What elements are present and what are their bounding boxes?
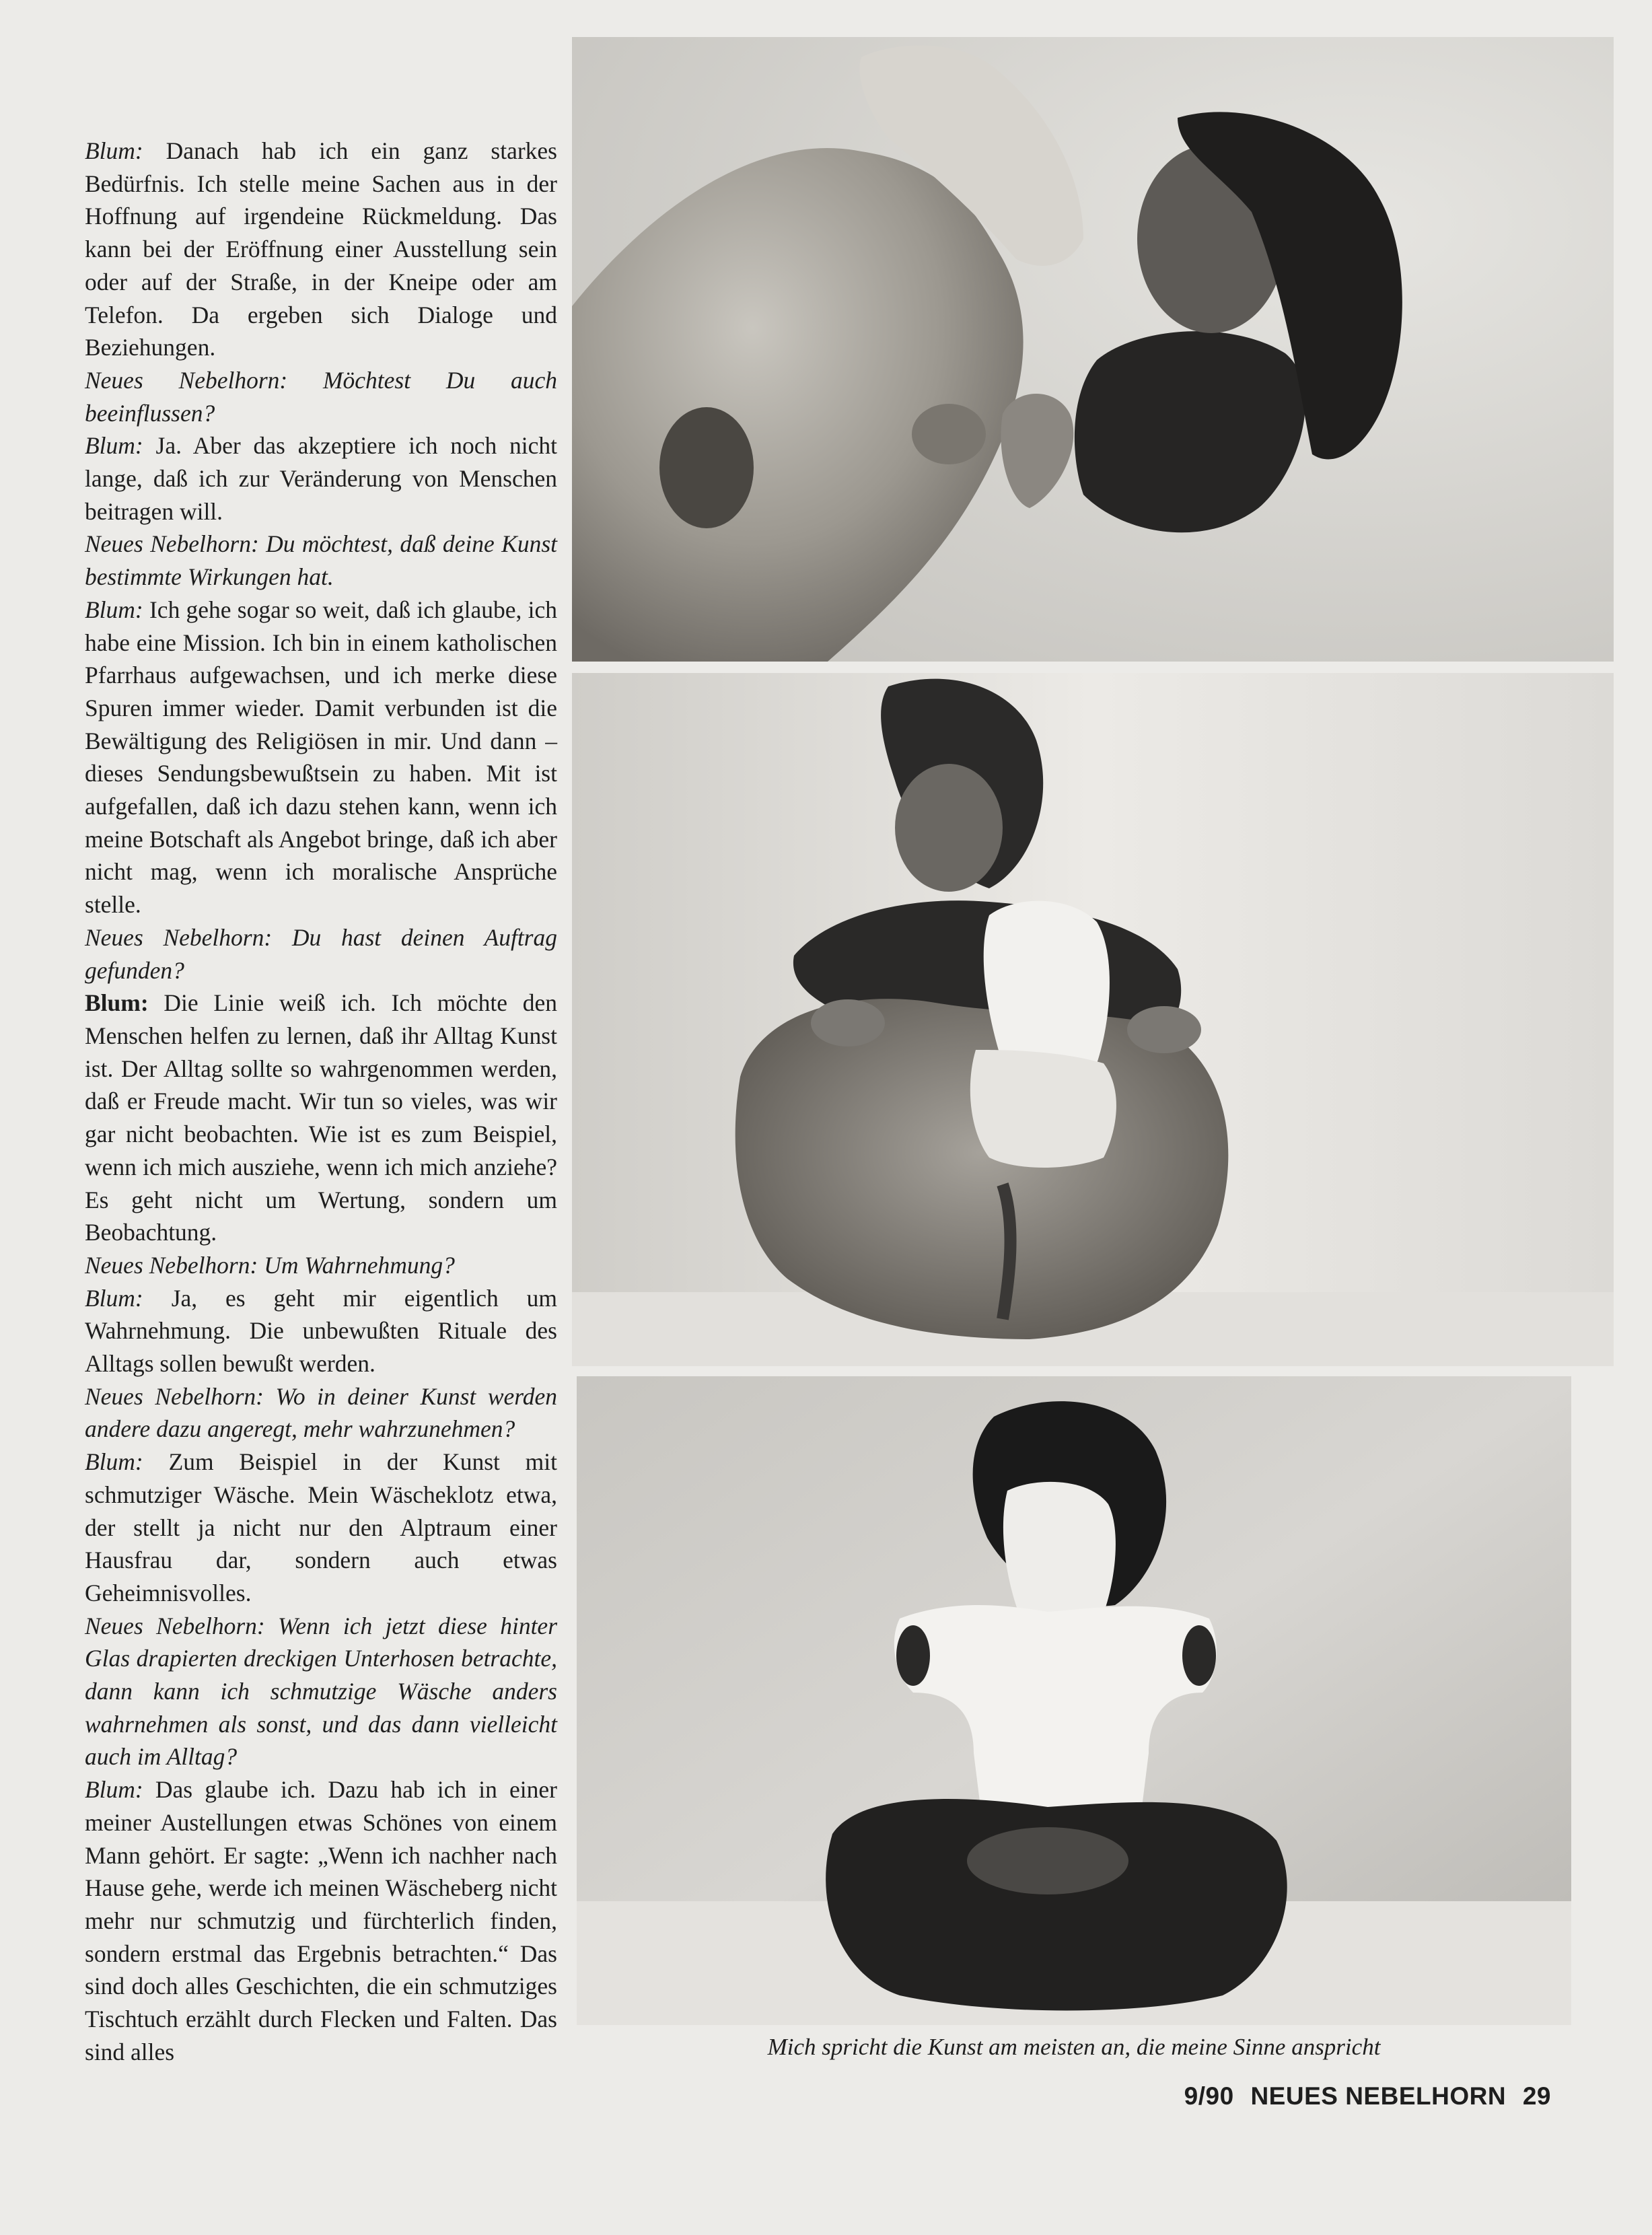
interview-paragraph bbox=[85, 1610, 557, 1774]
question-text: Wo in deiner Kunst werden andere dazu angeregt, mehr wahrzunehmen? bbox=[85, 1382, 558, 1443]
speaker-label: Neues Nebelhorn: bbox=[85, 1382, 264, 1410]
speaker-label: Neues Nebelhorn: bbox=[85, 366, 288, 394]
photo-1-drawing bbox=[572, 37, 1614, 662]
question-text: Wenn ich jetzt diese hinter Glas drapierten dreckigen Unterhosen betrachte, dann kann ich schmutzige Wäsche anders wahrnehmen als sonst, und das dann vielleicht auch im Alltag? bbox=[85, 1612, 558, 1771]
interview-paragraph bbox=[85, 135, 557, 364]
interview-paragraph bbox=[85, 364, 557, 429]
interview-paragraph bbox=[85, 1380, 557, 1446]
speaker-label: Neues Nebelhorn: bbox=[85, 923, 273, 951]
interview-paragraph bbox=[85, 1249, 557, 1282]
interview-paragraph bbox=[85, 429, 557, 528]
interview-paragraph bbox=[85, 987, 557, 1249]
answer-text: Das glaube ich. Dazu hab ich in einer meiner Austellungen etwas Schönes von einem Mann gehört. Er sagte: „Wenn ich nachher nach Hause gehe, werde ich meinen Wäscheberg nicht mehr nur schmutzig und fürchterlich finden, sondern erstmal das Ergebnis betrachten.“ Das sind doch alles Geschichten, die ein schmutziges Tischtuch erzählt durch Flecken und Falten. Das sind alles bbox=[85, 1776, 558, 2065]
photo-caption: Mich spricht die Kunst am meisten an, die meine Sinne anspricht bbox=[767, 2034, 1381, 2060]
magazine-name: NEUES NEBELHORN bbox=[1250, 2082, 1507, 2110]
speaker-label: Blum: bbox=[85, 137, 143, 164]
question-text: Möchtest Du auch beeinflussen? bbox=[85, 366, 557, 427]
answer-text: Die Linie weiß ich. Ich möchte den Menschen helfen zu lernen, daß ihr Alltag Kunst ist. Der Alltag sollte so wahrgenommen werden, daß er Freude macht. Wir tun so vieles, was wir gar nicht beobachten. Wie ist es zum Beispiel, wenn ich mich ausziehe, wenn ich mich anziehe? Es geht nicht um Wertung, sondern um Beobachtung. bbox=[85, 989, 557, 1246]
interview-paragraph bbox=[85, 1773, 557, 2068]
speaker-label: Neues Nebelhorn: bbox=[85, 1612, 265, 1639]
answer-text: Ich gehe sogar so weit, daß ich glaube, ich habe eine Mission. Ich bin in einem katholischen Pfarrhaus aufgewachsen, und ich merke diese Spuren immer wieder. Damit verbunden ist die Bewältigung des Religiösen in mir. Und dann – dieses Sendungsbewußtsein zu haben. Mit ist aufgefallen, daß ich dazu stehen kann, wenn ich meine Botschaft als Angebot bringe, daß ich aber nicht mag, wenn ich moralische Ansprüche stelle. bbox=[85, 596, 557, 919]
photo-2-drawing bbox=[572, 673, 1614, 1366]
speaker-label: Blum: bbox=[85, 596, 143, 623]
answer-text: Zum Beispiel in der Kunst mit schmutziger Wäsche. Mein Wäscheklotz etwa, der stellt ja nicht nur den Alptraum einer Hausfrau dar, sondern auch etwas Geheimnisvolles. bbox=[85, 1448, 557, 1606]
interview-column bbox=[85, 135, 557, 2068]
speaker-label: Neues Nebelhorn: bbox=[85, 530, 259, 558]
interview-paragraph bbox=[85, 1282, 557, 1380]
photo-woman-with-sculpture bbox=[572, 37, 1614, 662]
question-text: Du hast deinen Auftrag gefunden? bbox=[85, 923, 557, 984]
interview-paragraph bbox=[85, 921, 557, 987]
page-footer bbox=[1184, 2082, 1551, 2110]
answer-text: Ja, es geht mir eigentlich um Wahrnehmung. Die unbewußten Rituale des Alltags sollen bewußt werden. bbox=[85, 1284, 558, 1378]
photo-3-drawing bbox=[577, 1376, 1571, 2025]
answer-text: Ja. Aber das akzeptiere ich noch nicht lange, daß ich zur Veränderung von Menschen beitragen will. bbox=[85, 432, 558, 525]
interview-paragraph bbox=[85, 528, 557, 593]
question-text: Du möchtest, daß deine Kunst bestimmte Wirkungen hat. bbox=[85, 530, 558, 591]
interview-paragraph bbox=[85, 594, 557, 921]
photo-mannequin-on-laundry bbox=[577, 1376, 1571, 2025]
interview-paragraph bbox=[85, 1446, 557, 1610]
speaker-label: Blum: bbox=[85, 1448, 143, 1476]
answer-text: Danach hab ich ein ganz starkes Bedürfnis. Ich stelle meine Sachen aus in der Hoffnung auf irgendeine Rückmeldung. Das kann bei der Eröffnung einer Ausstellung sein oder auf der Straße, in der Kneipe oder am Telefon. Da ergeben sich Dialoge und Beziehungen. bbox=[85, 137, 557, 361]
speaker-label: Blum: bbox=[85, 1776, 143, 1804]
speaker-label: Blum: bbox=[85, 989, 149, 1017]
issue-number: 9/90 bbox=[1184, 2082, 1234, 2110]
speaker-label: Blum: bbox=[85, 1284, 143, 1312]
question-text: Um Wahrnehmung? bbox=[264, 1251, 455, 1279]
page-number: 29 bbox=[1522, 2082, 1551, 2110]
speaker-label: Neues Nebelhorn: bbox=[85, 1251, 258, 1279]
speaker-label: Blum: bbox=[85, 432, 143, 460]
photo-woman-behind-sculpture bbox=[572, 673, 1614, 1366]
